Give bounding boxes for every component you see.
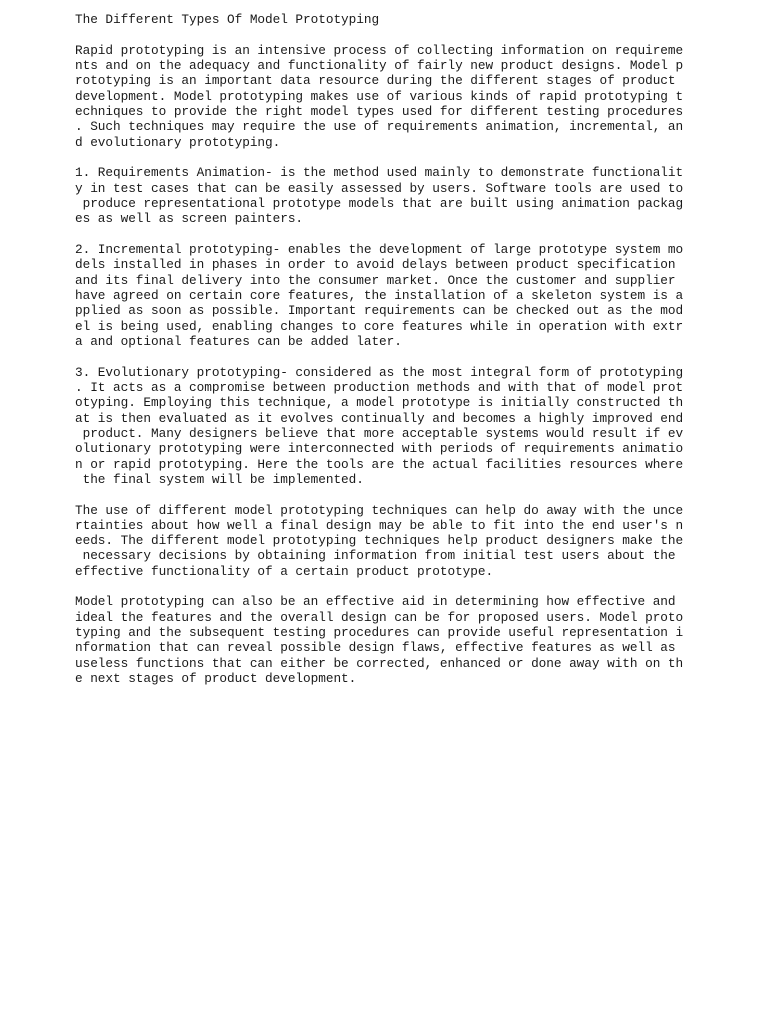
text-line: Model prototyping can also be an effective aid in determining how effective and: [75, 594, 676, 610]
text-line: y in test cases that can be easily assessed by users. Software tools are used to: [75, 180, 684, 196]
text-line: . Such techniques may require the use of requirements animation, incremental, an: [75, 119, 684, 135]
text-line: . It acts as a compromise between production methods and with that of model prot: [75, 379, 684, 395]
document-title: The Different Types Of Model Prototyping: [75, 12, 380, 27]
text-line: d evolutionary prototyping.: [75, 134, 281, 150]
text-line: dels installed in phases in order to avoid delays between product specification: [75, 257, 684, 273]
paragraph-evolutionary-prototyping: [75, 365, 695, 488]
text-line: have agreed on certain core features, the installation of a skeleton system is a: [75, 287, 684, 303]
text-line: ideal the features and the overall design can be for proposed users. Model proto: [75, 609, 684, 625]
text-line: 2. Incremental prototyping- enables the development of large prototype system mo: [75, 241, 684, 257]
text-line: effective functionality of a certain product prototype.: [75, 563, 494, 579]
paragraph-requirements-animation: [75, 165, 695, 226]
text-line: and its final delivery into the consumer market. Once the customer and supplier: [75, 272, 684, 288]
text-line: typing and the subsequent testing procedures can provide useful representation i: [75, 625, 684, 641]
text-line: otyping. Employing this technique, a model prototype is initially constructed th: [75, 395, 684, 411]
text-line: nts and on the adequacy and functionality of fairly new product designs. Model p: [75, 57, 684, 73]
text-line: product. Many designers believe that more acceptable systems would result if ev: [75, 425, 684, 441]
text-line: es as well as screen painters.: [75, 211, 304, 227]
text-line: eeds. The different model prototyping techniques help product designers make the: [75, 533, 684, 549]
paragraph-incremental-prototyping: [75, 242, 695, 349]
text-line: necessary decisions by obtaining information from initial test users about the: [75, 548, 676, 564]
text-line: rtainties about how well a final design may be able to fit into the end user's n: [75, 517, 684, 533]
paragraph-effective-aid: [75, 594, 695, 686]
text-line: n or rapid prototyping. Here the tools are the actual facilities resources where: [75, 456, 684, 472]
text-line: produce representational prototype models that are built using animation packag: [75, 195, 684, 211]
text-line: development. Model prototyping makes use of various kinds of rapid prototyping t: [75, 88, 684, 104]
text-line: the final system will be implemented.: [75, 471, 364, 487]
document-title-block: [75, 12, 695, 27]
text-line: a and optional features can be added later.: [75, 333, 402, 349]
document-page: [75, 12, 695, 702]
text-line: el is being used, enabling changes to core features while in operation with extr: [75, 318, 684, 334]
paragraph-intro: [75, 43, 695, 150]
text-line: e next stages of product development.: [75, 671, 357, 687]
text-line: at is then evaluated as it evolves continually and becomes a highly improved end: [75, 410, 684, 426]
text-line: pplied as soon as possible. Important requirements can be checked out as the mod: [75, 303, 684, 319]
text-line: 3. Evolutionary prototyping- considered as the most integral form of prototyping: [75, 364, 684, 380]
text-line: The use of different model prototyping techniques can help do away with the unce: [75, 502, 684, 518]
text-line: olutionary prototyping were interconnected with periods of requirements animatio: [75, 441, 684, 457]
text-line: echniques to provide the right model types used for different testing procedures: [75, 103, 684, 119]
text-line: Rapid prototyping is an intensive process of collecting information on requireme: [75, 42, 684, 58]
paragraph-uncertainties: [75, 503, 695, 580]
text-line: 1. Requirements Animation- is the method used mainly to demonstrate functionalit: [75, 165, 684, 181]
text-line: rototyping is an important data resource during the different stages of product: [75, 73, 684, 89]
text-line: useless functions that can either be corrected, enhanced or done away with on th: [75, 655, 684, 671]
text-line: nformation that can reveal possible design flaws, effective features as well as: [75, 640, 676, 656]
